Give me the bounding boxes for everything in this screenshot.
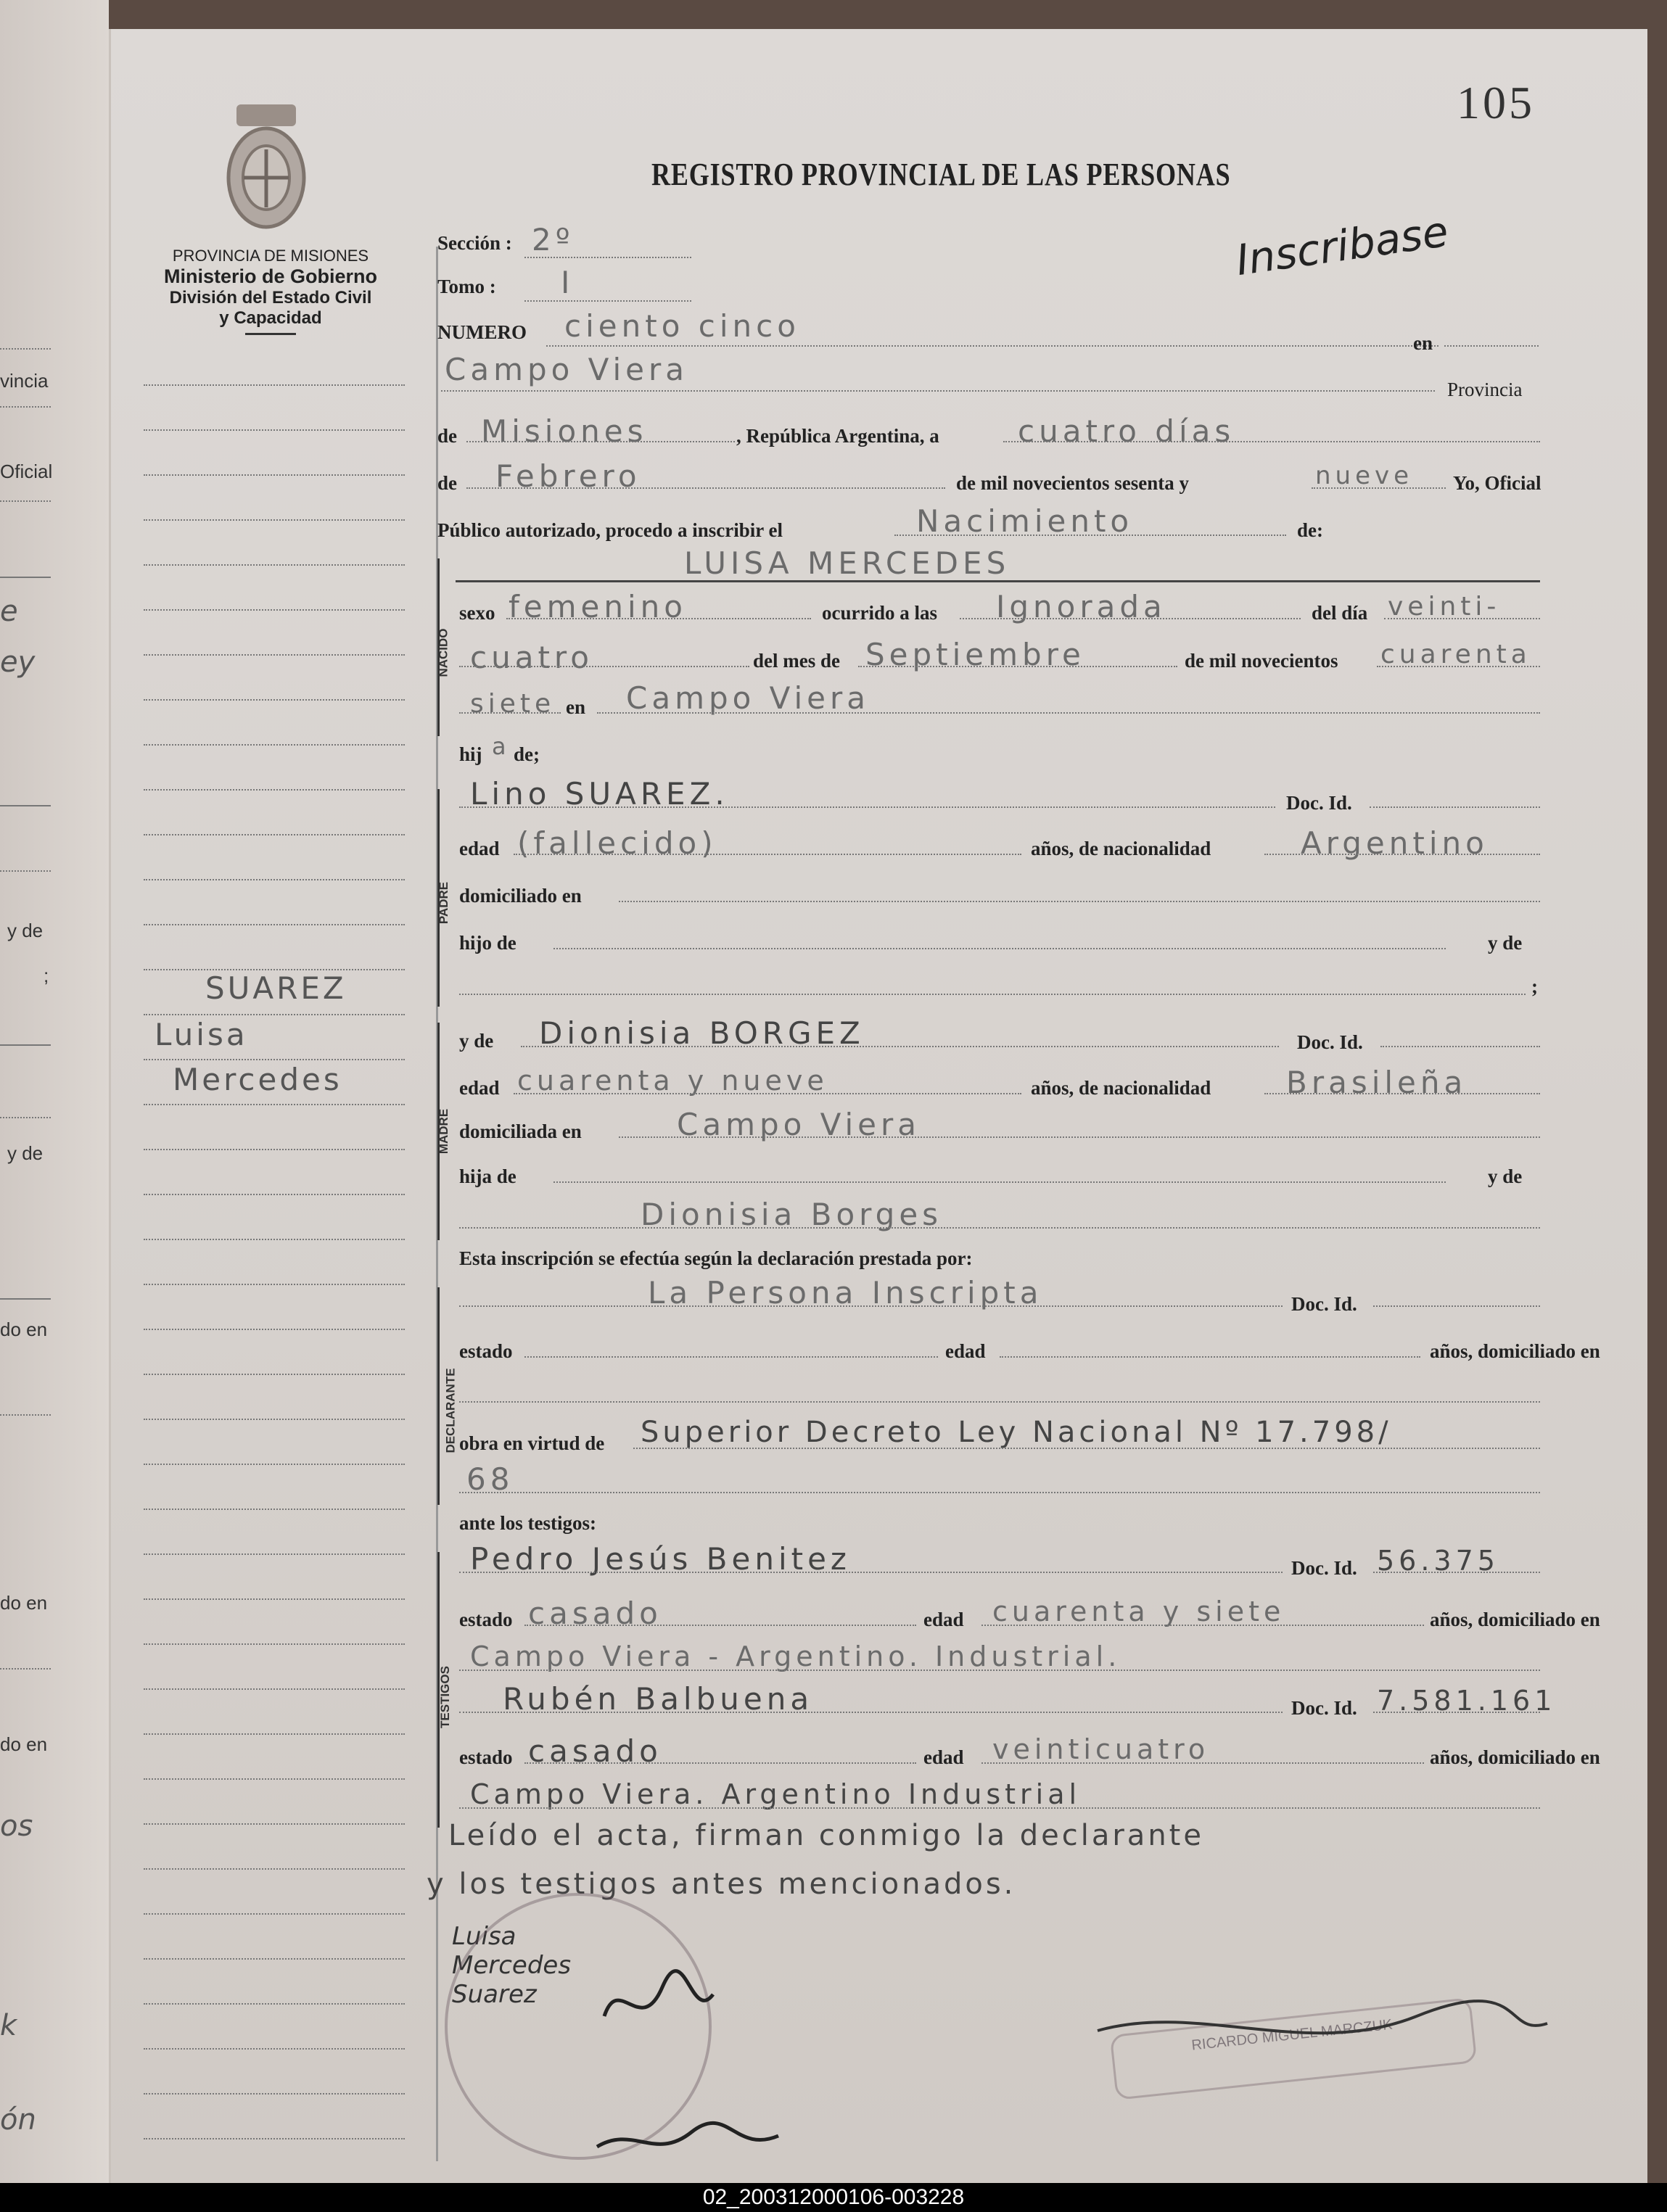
label-de-semicolon: de; bbox=[514, 743, 540, 765]
margin-second-name: Mercedes bbox=[173, 1062, 342, 1097]
label-mil-novecientos: de mil novecientos sesenta y bbox=[956, 472, 1189, 494]
section-declarante: DECLARANTE bbox=[443, 1368, 458, 1453]
prev-hand: ey bbox=[0, 645, 36, 679]
label-ocurrido: ocurrido a las bbox=[822, 602, 937, 624]
label-doc-id: Doc. Id. bbox=[1297, 1031, 1363, 1053]
label-anos-nacionalidad: años, de nacionalidad bbox=[1031, 838, 1211, 859]
value-nombre: LUISA MERCEDES bbox=[684, 545, 1011, 581]
province-name: PROVINCIA DE MISIONES bbox=[172, 247, 369, 265]
value-anio-nac-2: siete bbox=[470, 689, 556, 719]
label-edad: edad bbox=[459, 1077, 500, 1099]
value-tomo: I bbox=[561, 265, 575, 300]
value-provincia: Misiones bbox=[481, 413, 648, 449]
label-de: de bbox=[437, 472, 457, 494]
prev-hand: ón bbox=[0, 2103, 36, 2137]
label-hija-de: hija de bbox=[459, 1165, 516, 1187]
label-domiciliada: domiciliada en bbox=[459, 1121, 582, 1142]
closing-line-2: y los testigos antes mencionados. bbox=[427, 1868, 1016, 1901]
label-tomo: Tomo : bbox=[437, 276, 496, 297]
page-title: REGISTRO PROVINCIAL DE LAS PERSONAS bbox=[651, 157, 1231, 192]
label-obra: obra en virtud de bbox=[459, 1432, 605, 1454]
value-acto: Nacimiento bbox=[916, 503, 1134, 539]
label-doc-id: Doc. Id. bbox=[1291, 1557, 1357, 1579]
register-page bbox=[109, 29, 1647, 2183]
value-seccion: 2º bbox=[532, 222, 575, 257]
label-publico: Público autorizado, procedo a inscribir el bbox=[437, 519, 783, 541]
value-testigo1: Pedro Jesús Benitez bbox=[470, 1541, 851, 1577]
label-inscripcion: Esta inscripción se efectúa según la declaración prestada por: bbox=[459, 1247, 973, 1269]
value-dia-nac-2: cuatro bbox=[470, 640, 593, 675]
label-de: de bbox=[437, 425, 457, 447]
value-madre-dom: Campo Viera bbox=[677, 1107, 921, 1142]
value-dia-nac-1: veinti- bbox=[1388, 592, 1501, 622]
label-anos-domiciliado: años, domiciliado en bbox=[1430, 1746, 1600, 1768]
value-numero: ciento cinco bbox=[564, 308, 800, 344]
label-del-mes: del mes de bbox=[753, 650, 840, 672]
value-testigo2: Rubén Balbuena bbox=[503, 1681, 814, 1717]
signature-scrawls bbox=[474, 1958, 1562, 2168]
label-hij: hij bbox=[459, 743, 482, 765]
value-hij-suffix: a bbox=[492, 732, 511, 760]
section-nacido: NACIDO bbox=[436, 628, 450, 677]
title-rule bbox=[245, 333, 296, 335]
value-testigo2-estado: casado bbox=[528, 1733, 662, 1769]
registrar-stamp: RICARDO MIGUEL MARCZUK bbox=[1110, 1997, 1478, 2100]
label-seccion: Sección : bbox=[437, 232, 512, 254]
label-sexo: sexo bbox=[459, 602, 495, 624]
value-mes-nac: Septiembre bbox=[865, 637, 1085, 672]
value-madre-nac: Brasileña bbox=[1286, 1065, 1468, 1100]
value-lugar-nac: Campo Viera bbox=[626, 680, 870, 716]
label-yo-oficial: Yo, Oficial bbox=[1453, 472, 1542, 494]
closing-line-1: Leído el acta, firman conmigo la declarante bbox=[448, 1819, 1204, 1852]
label-anos-domiciliado: años, domiciliado en bbox=[1430, 1340, 1600, 1362]
value-madre-hija-de: Dionisia Borges bbox=[641, 1197, 943, 1232]
section-madre: MADRE bbox=[437, 1108, 451, 1155]
value-testigo1-doc: 56.375 bbox=[1377, 1545, 1499, 1577]
margin-first-name: Luisa bbox=[155, 1017, 248, 1052]
label-edad: edad bbox=[923, 1746, 964, 1768]
label-estado: estado bbox=[459, 1340, 513, 1362]
prev-word: Oficial bbox=[0, 461, 53, 482]
value-madre-nombre: Dionisia BORGEZ bbox=[539, 1015, 865, 1051]
label-anos-domiciliado: años, domiciliado en bbox=[1430, 1609, 1600, 1630]
signature-inscripta: Luisa Mercedes Suarez bbox=[452, 1922, 572, 2009]
value-sexo: femenino bbox=[509, 589, 687, 624]
label-ante: ante los testigos: bbox=[459, 1512, 596, 1534]
value-testigo1-estado: casado bbox=[528, 1596, 662, 1631]
prev-word: do en bbox=[0, 1592, 48, 1614]
prev-word: do en bbox=[0, 1733, 48, 1755]
margin-surname: SUAREZ bbox=[205, 970, 347, 1006]
value-anio: nueve bbox=[1315, 461, 1414, 490]
prev-hand: os bbox=[0, 1809, 33, 1843]
coat-of-arms-icon bbox=[222, 102, 310, 231]
label-republica: , República Argentina, a bbox=[736, 425, 939, 447]
label-hijo-de: hijo de bbox=[459, 932, 516, 954]
label-del-dia: del día bbox=[1312, 602, 1368, 624]
value-testigo1-edad: cuarenta y siete bbox=[992, 1596, 1285, 1627]
label-y-de: y de bbox=[459, 1030, 494, 1052]
value-testigo1-dom: Campo Viera - Argentino. Industrial. bbox=[470, 1641, 1121, 1672]
previous-page bbox=[0, 0, 109, 2183]
value-anio-nac-1: cuarenta bbox=[1380, 640, 1531, 669]
prev-word: y de bbox=[7, 920, 44, 941]
value-obra-1: Superior Decreto Ley Nacional Nº 17.798/ bbox=[641, 1416, 1392, 1449]
prev-word: do en bbox=[0, 1318, 48, 1340]
value-dia-fecha: cuatro días bbox=[1018, 413, 1235, 449]
label-edad: edad bbox=[945, 1340, 986, 1362]
top-signature: Inscribase bbox=[1232, 206, 1452, 286]
section-padre: PADRE bbox=[437, 881, 451, 925]
label-edad: edad bbox=[923, 1609, 964, 1630]
label-de-colon: de: bbox=[1297, 519, 1323, 541]
label-mil-novecientos: de mil novecientos bbox=[1185, 650, 1338, 672]
page-number: 105 bbox=[1457, 77, 1535, 128]
label-doc-id: Doc. Id. bbox=[1291, 1697, 1357, 1719]
value-padre-edad: (fallecido) bbox=[517, 825, 717, 861]
prev-word: ; bbox=[44, 965, 49, 986]
label-numero: NUMERO bbox=[437, 321, 527, 343]
value-lugar: Campo Viera bbox=[445, 352, 689, 387]
label-doc-id: Doc. Id. bbox=[1286, 792, 1352, 814]
label-estado: estado bbox=[459, 1746, 513, 1768]
value-declarante: La Persona Inscripta bbox=[648, 1275, 1043, 1311]
value-hora: Ignorada bbox=[996, 589, 1166, 624]
value-testigo2-edad: veinticuatro bbox=[992, 1733, 1210, 1765]
prev-word: y de bbox=[7, 1142, 44, 1164]
label-estado: estado bbox=[459, 1609, 513, 1630]
label-y-de: y de bbox=[1488, 932, 1523, 954]
ministry-name: Ministerio de Gobierno bbox=[163, 265, 378, 287]
label-anos-nacionalidad: años, de nacionalidad bbox=[1031, 1077, 1211, 1099]
label-en: en bbox=[566, 696, 585, 718]
division-line-2: y Capacidad bbox=[219, 308, 322, 328]
label-domiciliado: domiciliado en bbox=[459, 885, 582, 907]
footer-caption: 02_200312000106-003228 bbox=[0, 2183, 1667, 2212]
value-padre-nac: Argentino bbox=[1301, 825, 1489, 861]
value-testigo2-dom: Campo Viera. Argentino Industrial bbox=[470, 1778, 1082, 1810]
prev-hand: k bbox=[0, 2009, 17, 2042]
value-mes-fecha: Febrero bbox=[495, 458, 641, 494]
issuing-authority bbox=[133, 247, 408, 335]
label-provincia: Provincia bbox=[1447, 379, 1523, 400]
value-obra-2: 68 bbox=[466, 1461, 514, 1497]
label-edad: edad bbox=[459, 838, 500, 859]
section-testigos: TESTIGOS bbox=[437, 1666, 452, 1728]
label-en: en bbox=[1413, 332, 1433, 354]
value-madre-edad: cuarenta y nueve bbox=[517, 1065, 828, 1097]
prev-word: vincia bbox=[0, 370, 49, 392]
label-doc-id: Doc. Id. bbox=[1291, 1293, 1357, 1315]
value-padre-nombre: Lino SUAREZ. bbox=[470, 776, 729, 812]
label-y-de: y de bbox=[1488, 1165, 1523, 1187]
division-line-1: División del Estado Civil bbox=[169, 288, 372, 308]
value-testigo2-doc: 7.581.161 bbox=[1377, 1685, 1557, 1717]
punctuation: ; bbox=[1531, 975, 1538, 997]
prev-hand: e bbox=[0, 595, 18, 628]
